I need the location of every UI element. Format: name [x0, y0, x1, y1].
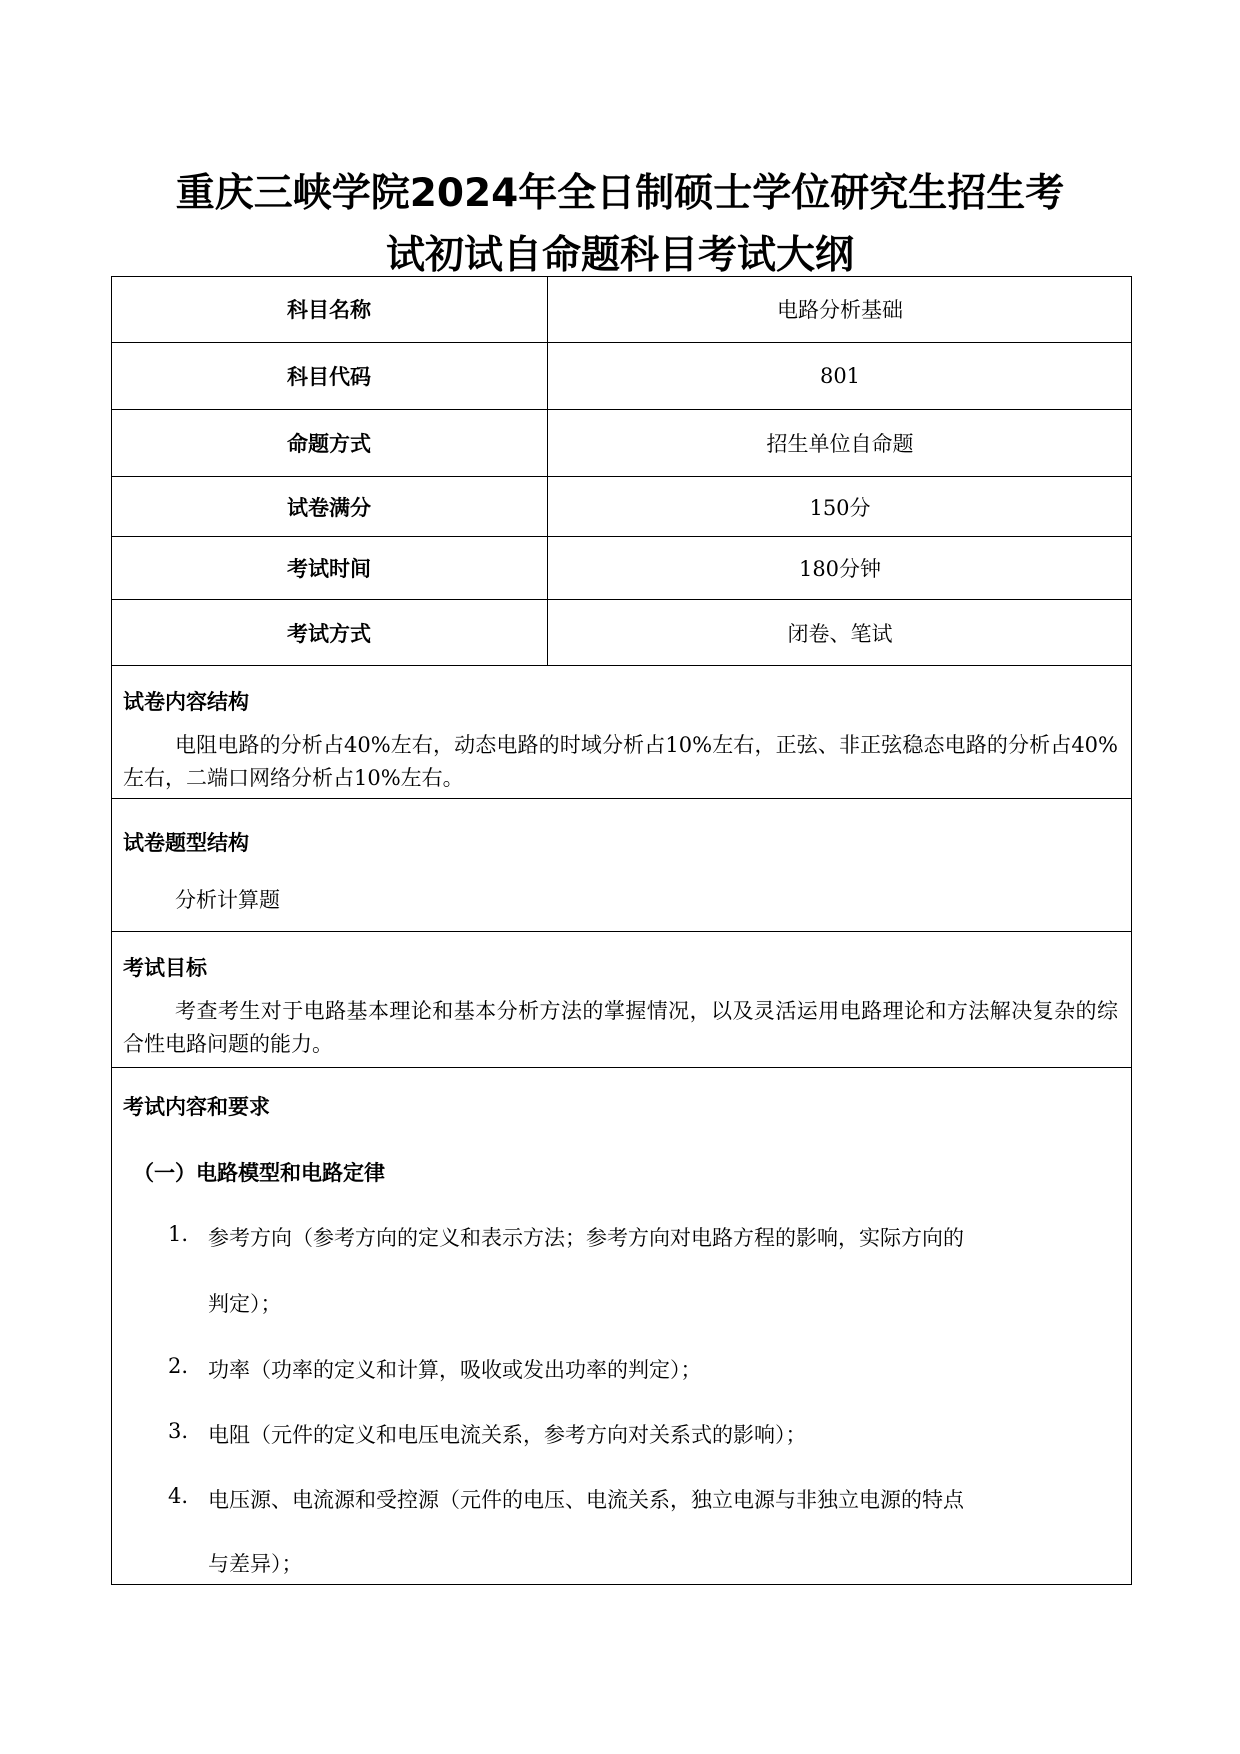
- info-row-full-score: [111, 477, 1132, 537]
- list-item-continuation: 与差异）；: [208, 1552, 303, 1576]
- info-label: 考试时间: [111, 537, 548, 599]
- document-title-line1: 重庆三峡学院2024年全日制硕士学位研究生招生考: [175, 171, 1065, 216]
- list-item: 功率（功率的定义和计算，吸收或发出功率的判定）；: [208, 1358, 702, 1382]
- chapter-heading: （一）电路模型和电路定律: [133, 1161, 385, 1185]
- section-text: 电阻电路的分析占40%左右，动态电路的时域分析占10%左右，正弦、非正弦稳态电路的分析占40%左右，二端口网络分析占10%左右。: [123, 733, 1118, 790]
- info-value: 招生单位自命题: [766, 432, 914, 456]
- list-item-continuation: 判定）；: [208, 1292, 282, 1316]
- info-label: 命题方式: [111, 410, 548, 476]
- info-label: 科目名称: [111, 276, 548, 342]
- section-heading: 试卷题型结构: [123, 831, 249, 855]
- list-item-number: 1.: [168, 1222, 189, 1246]
- section-heading: 考试内容和要求: [123, 1095, 270, 1119]
- info-value: 闭卷、笔试: [787, 621, 893, 646]
- info-value: 电路分析基础: [777, 298, 903, 322]
- info-value: 180分钟: [798, 557, 882, 581]
- section-exam-goals: [111, 932, 1132, 1068]
- list-item-number: 3.: [168, 1419, 189, 1443]
- info-label: 试卷满分: [111, 477, 548, 536]
- info-label: 科目代码: [111, 343, 548, 409]
- info-row-subject-code: [111, 343, 1132, 410]
- info-value: 801: [819, 364, 861, 388]
- info-label: 考试方式: [111, 600, 548, 665]
- info-row-exam-time: [111, 537, 1132, 600]
- document-title-line2: 试初试自命题科目考试大纲: [385, 233, 854, 278]
- section-text: 考查考生对于电路基本理论和基本分析方法的掌握情况，以及灵活运用电路理论和方法解决复杂的综合性电路问题的能力。: [123, 999, 1118, 1056]
- section-heading: 试卷内容结构: [123, 690, 249, 714]
- list-item-number: 4.: [168, 1484, 189, 1508]
- info-row-proposition-method: [111, 410, 1132, 477]
- section-exam-requirements: [111, 1068, 1132, 1585]
- list-item: 电阻（元件的定义和电压电流关系，参考方向对关系式的影响）；: [208, 1423, 807, 1447]
- list-item-number: 2.: [168, 1354, 189, 1378]
- info-row-subject-name: [111, 276, 1132, 343]
- section-heading: 考试目标: [123, 956, 207, 980]
- list-item: 电压源、电流源和受控源（元件的电压、电流关系，独立电源与非独立电源的特点: [208, 1488, 964, 1512]
- info-value: 150分: [809, 495, 871, 520]
- list-item: 参考方向（参考方向的定义和表示方法；参考方向对电路方程的影响，实际方向的: [208, 1226, 964, 1250]
- section-text: 分析计算题: [175, 888, 280, 912]
- info-row-exam-method: [111, 600, 1132, 666]
- section-question-types: [111, 799, 1132, 932]
- section-content-structure: [111, 666, 1132, 799]
